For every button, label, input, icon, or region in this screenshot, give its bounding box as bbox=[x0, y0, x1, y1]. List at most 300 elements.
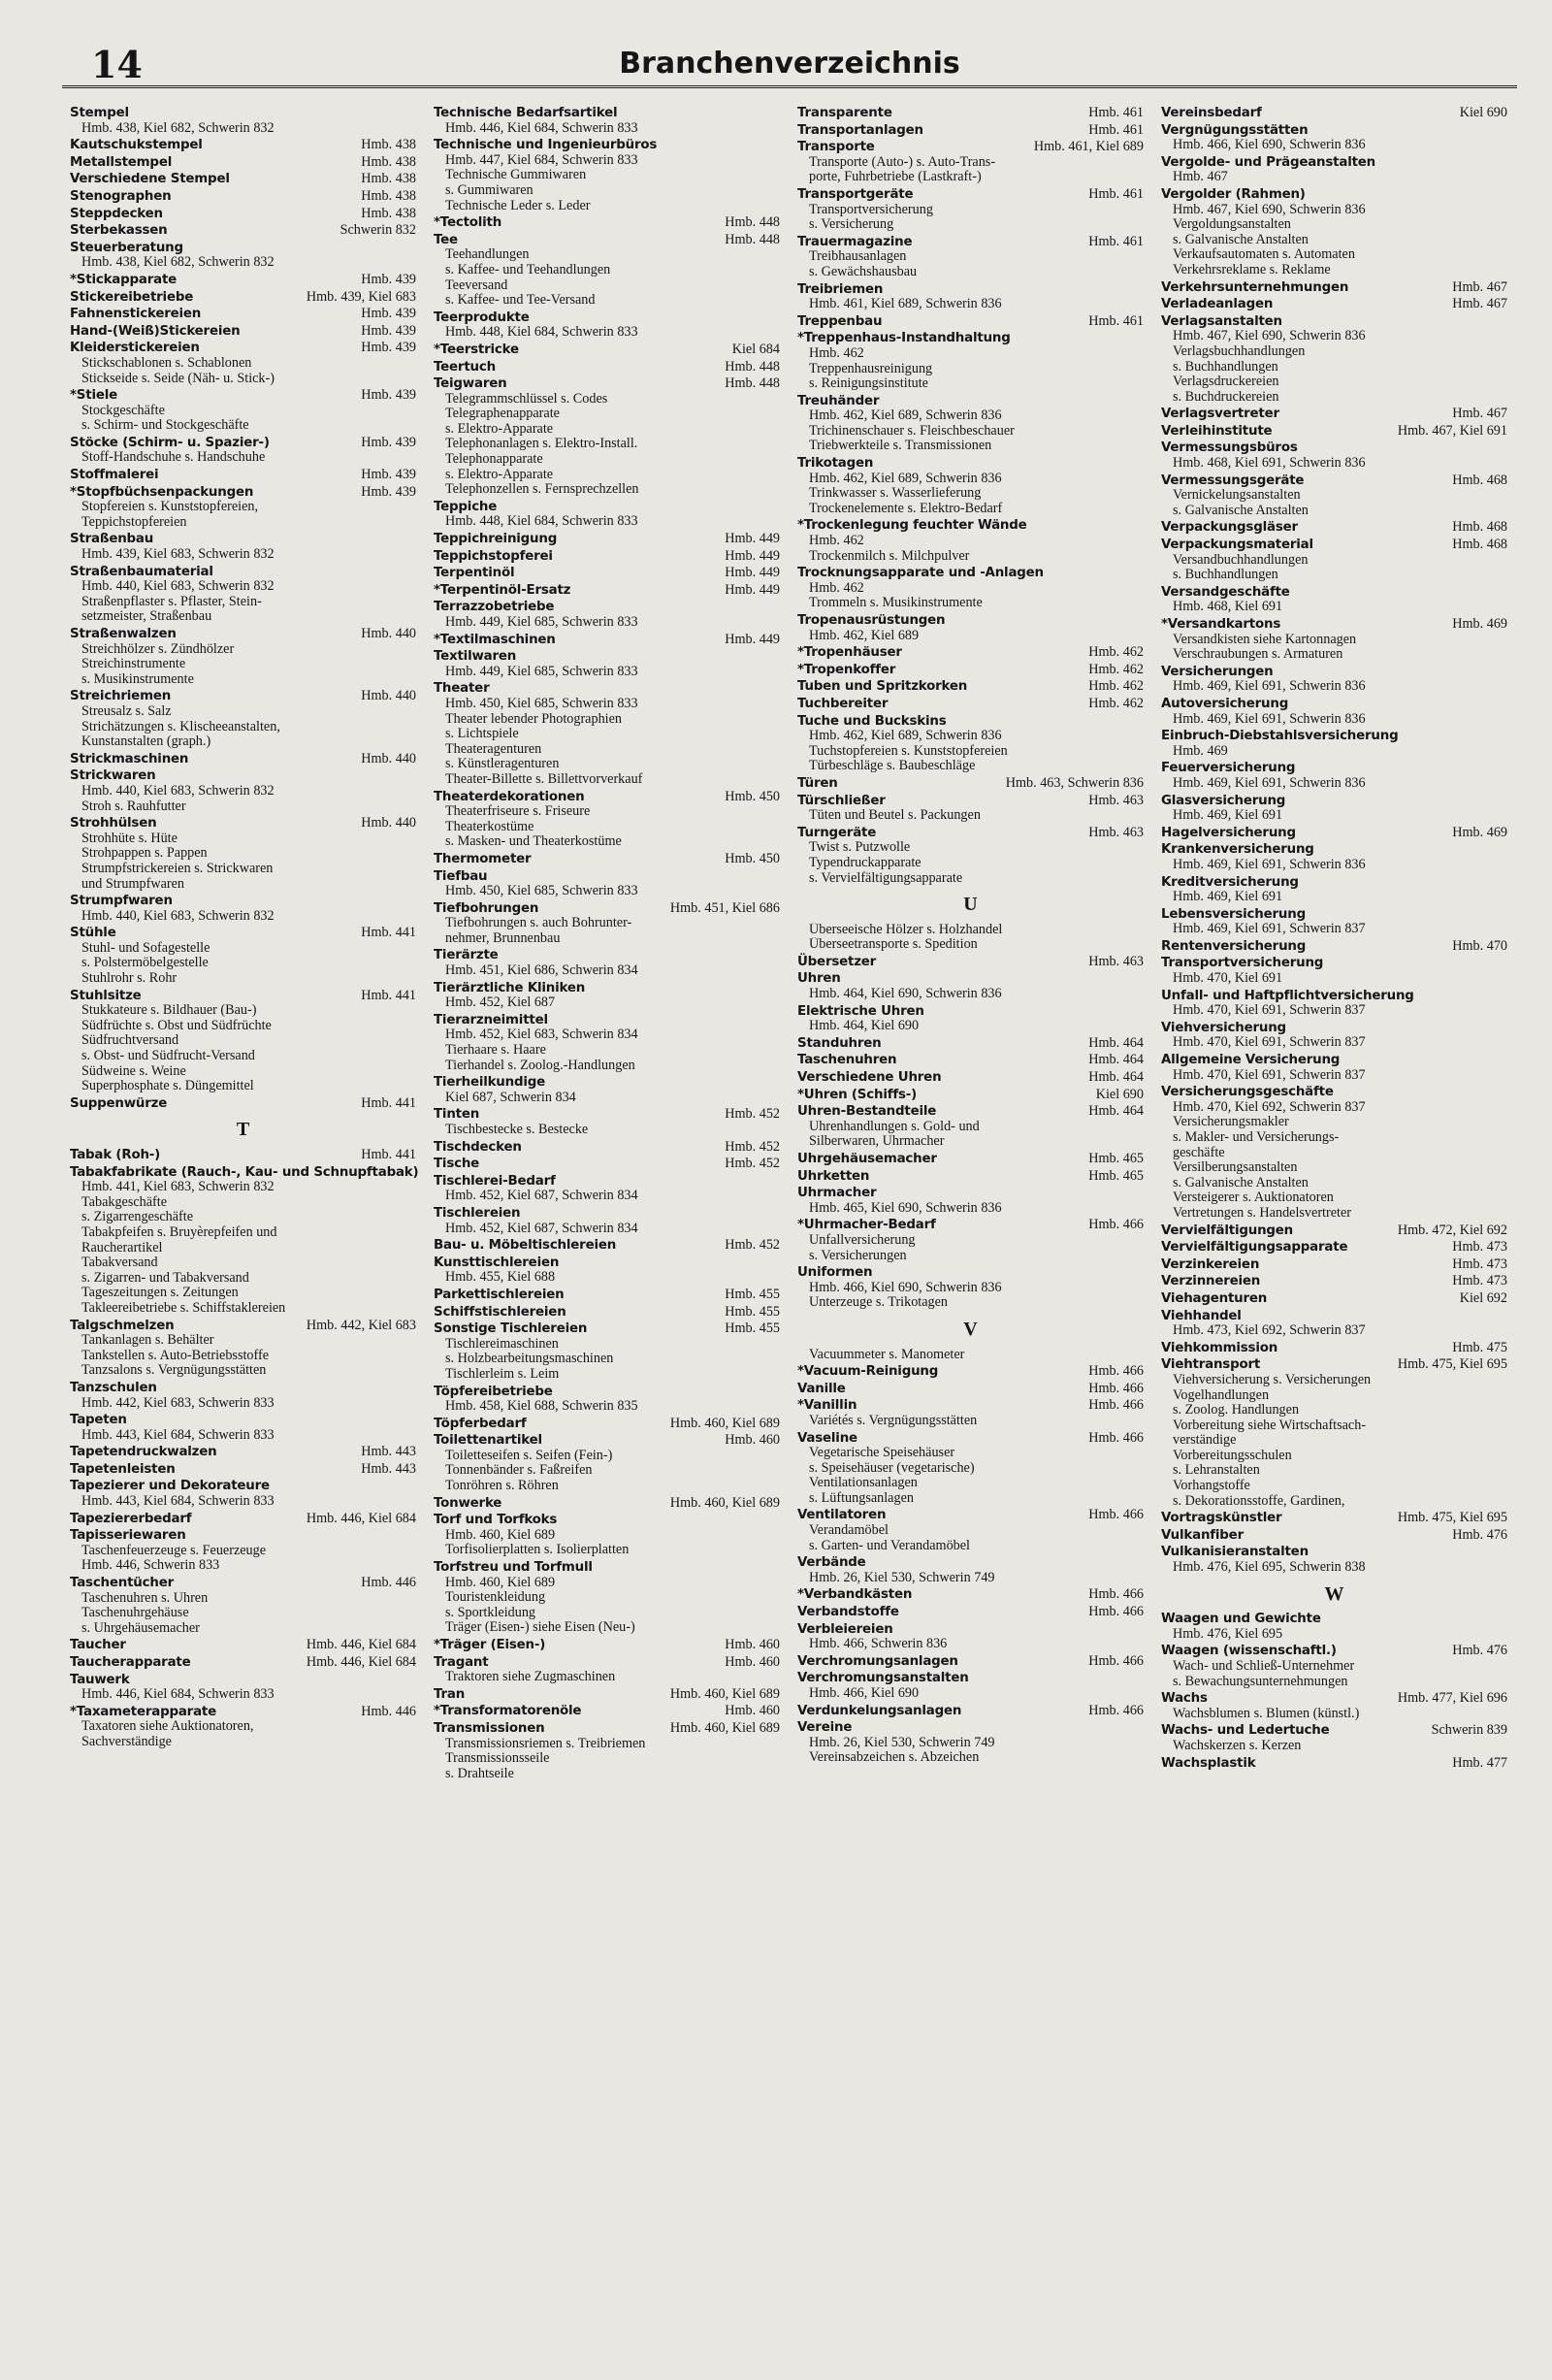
column-1 bbox=[62, 106, 426, 2357]
directory-entry bbox=[434, 1013, 780, 1073]
entry-row bbox=[434, 852, 780, 867]
entry-row bbox=[434, 790, 780, 805]
directory-entry bbox=[70, 894, 416, 924]
entry-line: Stickschablonen s. Schablonen bbox=[81, 355, 252, 371]
entry-row bbox=[434, 1013, 780, 1028]
entry-heading: Verzinnereien bbox=[1161, 1274, 1261, 1289]
entry-reference: Hmb. 461 bbox=[1088, 121, 1144, 138]
entry-reference: Hmb. 440 bbox=[361, 626, 416, 641]
entry-line: Stoff-Handschuhe s. Handschuhe bbox=[81, 450, 266, 466]
entry-reference: Hmb. 467, Kiel 691 bbox=[1397, 422, 1507, 439]
entry-reference: Hmb. 461 bbox=[1088, 185, 1144, 202]
entry-reference: Schwerin 839 bbox=[1431, 1722, 1507, 1739]
directory-entry bbox=[434, 1417, 780, 1432]
entry-row bbox=[434, 1140, 780, 1156]
entry-heading: Strumpfwaren bbox=[70, 894, 173, 909]
entry-heading: Transportgeräte bbox=[797, 186, 914, 202]
directory-entry bbox=[1161, 617, 1507, 663]
entry-line: Hmb. 462 bbox=[809, 580, 864, 596]
directory-entry bbox=[797, 1587, 1144, 1603]
entry-row bbox=[797, 235, 1144, 250]
entry-line: s. Garten- und Verandamöbel bbox=[809, 1538, 970, 1553]
entry-row bbox=[70, 1673, 416, 1688]
entry-line: Hmb. 462, Kiel 689, Schwerin 836 bbox=[809, 471, 1002, 486]
entry-row bbox=[1161, 1274, 1507, 1289]
entry-line: Hmb. 452, Kiel 687, Schwerin 834 bbox=[445, 1189, 638, 1204]
entry-line: Hmb. 450, Kiel 685, Schwerin 833 bbox=[445, 884, 638, 899]
entry-heading: Allgemeine Versicherung bbox=[1161, 1053, 1341, 1068]
entry-heading: Kleiderstickereien bbox=[70, 341, 200, 356]
directory-entry bbox=[797, 123, 1144, 139]
directory-entry bbox=[434, 1255, 780, 1286]
entry-row bbox=[70, 155, 416, 171]
directory-entry bbox=[70, 1576, 416, 1636]
directory-entry bbox=[1161, 842, 1507, 872]
directory-entry bbox=[1161, 187, 1507, 278]
entry-row bbox=[1161, 123, 1507, 139]
entry-row bbox=[1161, 520, 1507, 536]
entry-line: Versandkisten siehe Kartonnagen bbox=[1173, 632, 1357, 647]
entry-line: Hmb. 448, Kiel 684, Schwerin 833 bbox=[445, 514, 638, 530]
directory-entry bbox=[434, 901, 780, 947]
entry-line: Variétés s. Vergnügungsstätten bbox=[809, 1413, 978, 1428]
entry-row bbox=[1161, 1085, 1507, 1100]
directory-entry bbox=[797, 1508, 1144, 1553]
entry-line: Telephonanlagen s. Elektro-Install. bbox=[445, 437, 638, 452]
entry-heading: Theaterdekorationen bbox=[434, 789, 585, 804]
directory-entry bbox=[70, 565, 416, 625]
entry-reference: Hmb. 466 bbox=[1088, 1429, 1144, 1446]
entry-line: Hmb. 455, Kiel 688 bbox=[445, 1270, 556, 1286]
entry-line: Hmb. 476, Kiel 695 bbox=[1173, 1626, 1283, 1642]
entry-line: Hmb. 442, Kiel 683, Schwerin 833 bbox=[81, 1395, 275, 1411]
directory-entry bbox=[1161, 1511, 1507, 1526]
entry-reference: Hmb. 439, Kiel 683 bbox=[306, 288, 416, 305]
entry-reference: Hmb. 439 bbox=[361, 483, 416, 500]
entry-row bbox=[1161, 106, 1507, 121]
entry-reference: Hmb. 438 bbox=[361, 187, 416, 204]
entry-reference: Hmb. 466 bbox=[1088, 1507, 1144, 1523]
entry-line: Trockenmilch s. Milchpulver bbox=[809, 548, 970, 564]
directory-entry bbox=[797, 235, 1144, 280]
entry-row bbox=[797, 123, 1144, 139]
directory-entry bbox=[1161, 585, 1507, 615]
page-title: Branchenverzeichnis bbox=[619, 47, 960, 81]
entry-line: Vegetarische Speisehäuser bbox=[809, 1446, 955, 1461]
entry-line: s. Makler- und Versicherungs- bbox=[1173, 1130, 1340, 1145]
directory-entry bbox=[434, 1687, 780, 1703]
entry-heading: *Tropenhäuser bbox=[797, 645, 902, 661]
entry-line: Hmb. 460, Kiel 689 bbox=[445, 1527, 556, 1543]
entry-heading: Toilettenartikel bbox=[434, 1433, 542, 1449]
entry-line: Versicherungsmakler bbox=[1173, 1115, 1289, 1130]
entry-line: s. Reinigungsinstitute bbox=[809, 376, 928, 392]
entry-row bbox=[1161, 1223, 1507, 1239]
entry-reference: Hmb. 466 bbox=[1088, 1652, 1144, 1669]
entry-heading: Tapetenleisten bbox=[70, 1461, 176, 1477]
entry-line: Trockenelemente s. Elektro-Bedarf bbox=[809, 501, 1003, 516]
entry-reference: Hmb. 466 bbox=[1088, 1380, 1144, 1396]
entry-row bbox=[434, 1385, 780, 1400]
entry-row bbox=[1161, 407, 1507, 422]
entry-row bbox=[797, 1622, 1144, 1638]
entry-heading: Vanille bbox=[797, 1381, 846, 1396]
directory-entry bbox=[434, 532, 780, 547]
entry-heading: Uhrgehäusemacher bbox=[797, 1152, 937, 1166]
entry-row bbox=[70, 752, 416, 767]
entry-line: Vacuummeter s. Manometer bbox=[809, 1347, 965, 1362]
directory-entry bbox=[797, 1431, 1144, 1507]
entry-row bbox=[434, 1288, 780, 1303]
entry-heading: Tiefbau bbox=[434, 868, 488, 884]
entry-heading: Tapezierer und Dekorateure bbox=[70, 1479, 270, 1494]
entry-row bbox=[434, 1174, 780, 1190]
entry-line: s. Elektro-Apparate bbox=[445, 421, 554, 437]
entry-reference: Hmb. 452 bbox=[725, 1156, 780, 1172]
entry-heading: Parkettischlereien bbox=[434, 1287, 565, 1302]
section-letter: V bbox=[963, 1318, 978, 1340]
entry-line: Toiletteseifen s. Seifen (Fein-) bbox=[445, 1448, 613, 1463]
entry-heading: Krankenversicherung bbox=[1161, 842, 1314, 858]
entry-reference: Hmb. 443 bbox=[361, 1460, 416, 1477]
entry-line: s. Versicherung bbox=[809, 217, 894, 233]
entry-heading: Tapeziererbedarf bbox=[70, 1511, 192, 1526]
entry-line: Hmb. 469, Kiel 691, Schwerin 837 bbox=[1173, 922, 1366, 937]
entry-reference: Hmb. 441 bbox=[361, 1147, 416, 1162]
entry-line: Strumpfstrickereien s. Strickwaren bbox=[81, 861, 274, 876]
entry-row bbox=[1161, 440, 1507, 456]
entry-row bbox=[1161, 1257, 1507, 1273]
entry-row bbox=[70, 1655, 416, 1671]
entry-heading: Versicherungsgeschäfte bbox=[1161, 1085, 1334, 1100]
directory-entry bbox=[797, 1654, 1144, 1670]
entry-line: Versandbuchhandlungen bbox=[1173, 552, 1309, 568]
entry-row bbox=[70, 341, 416, 356]
entry-row bbox=[434, 1560, 780, 1576]
entry-heading: Vergolder (Rahmen) bbox=[1161, 186, 1306, 202]
entry-heading: Stenographen bbox=[70, 188, 172, 204]
directory-entry bbox=[434, 852, 780, 867]
directory-entry bbox=[797, 955, 1144, 970]
entry-reference: Hmb. 477, Kiel 696 bbox=[1397, 1690, 1507, 1707]
directory-entry bbox=[434, 1433, 780, 1493]
entry-row bbox=[434, 1255, 780, 1271]
entry-reference: Hmb. 446, Kiel 684 bbox=[306, 1637, 416, 1653]
entry-reference: Kiel 690 bbox=[1095, 1086, 1144, 1102]
entry-line: Vertretungen s. Handelsvertreter bbox=[1173, 1205, 1351, 1221]
entry-line: Hmb. 447, Kiel 684, Schwerin 833 bbox=[445, 152, 638, 168]
entry-row bbox=[1161, 907, 1507, 923]
entry-row bbox=[434, 360, 780, 375]
entry-row bbox=[70, 565, 416, 580]
directory-entry bbox=[70, 1413, 416, 1443]
entry-heading: Teppichstopferei bbox=[434, 548, 553, 564]
entry-heading: Tapetendruckwalzen bbox=[70, 1445, 217, 1460]
entry-line: Trinkwasser s. Wasserlieferung bbox=[809, 486, 982, 502]
entry-row bbox=[434, 215, 780, 231]
entry-line: Technische Leder s. Leder bbox=[445, 198, 591, 213]
entry-heading: Tischdecken bbox=[434, 1139, 522, 1155]
entry-row bbox=[70, 1462, 416, 1478]
directory-entry bbox=[1161, 123, 1507, 153]
directory-entry bbox=[70, 324, 416, 340]
entry-heading: Metallstempel bbox=[70, 154, 173, 170]
directory-entry bbox=[1161, 1223, 1507, 1239]
entry-heading: Stuhlsitze bbox=[70, 988, 142, 1003]
directory-entry bbox=[797, 1169, 1144, 1185]
directory-entry bbox=[434, 1721, 780, 1781]
entry-row bbox=[434, 1107, 780, 1123]
entry-heading: Vulkanfiber bbox=[1161, 1527, 1244, 1543]
entry-reference: Hmb. 439 bbox=[361, 271, 416, 287]
entry-row bbox=[1161, 875, 1507, 891]
entry-heading: Kunsttischlereien bbox=[434, 1255, 560, 1270]
entry-reference: Hmb. 467 bbox=[1452, 296, 1507, 312]
entry-row bbox=[1161, 1291, 1507, 1307]
entry-reference: Hmb. 462 bbox=[1088, 678, 1144, 695]
entry-line: Hmb. 469 bbox=[1173, 743, 1228, 759]
entry-reference: Hmb. 461, Kiel 689 bbox=[1033, 139, 1144, 155]
directory-entry bbox=[1161, 1691, 1507, 1721]
directory-entry bbox=[434, 376, 780, 498]
entry-row bbox=[1161, 155, 1507, 171]
entry-line: Stickseide s. Seide (Näh- u. Stick-) bbox=[81, 371, 275, 386]
entry-row bbox=[797, 679, 1144, 695]
entry-row bbox=[1161, 538, 1507, 553]
entry-reference: Hmb. 462 bbox=[1088, 644, 1144, 661]
entry-heading: Verkehrsunternehmungen bbox=[1161, 279, 1349, 295]
entry-line: Hmb. 440, Kiel 683, Schwerin 832 bbox=[81, 579, 275, 595]
directory-entry bbox=[434, 360, 780, 375]
entry-line: Superphosphate s. Düngemittel bbox=[81, 1079, 254, 1094]
entry-reference: Hmb. 448 bbox=[725, 375, 780, 392]
entry-row bbox=[797, 518, 1144, 534]
entry-line: Unterzeuge s. Trikotagen bbox=[809, 1295, 949, 1311]
entry-reference: Kiel 684 bbox=[731, 341, 780, 357]
entry-row bbox=[1161, 1341, 1507, 1356]
entry-reference: Hmb. 467 bbox=[1452, 278, 1507, 295]
entry-line: Strichätzungen s. Klischeeanstalten, bbox=[81, 719, 280, 734]
entry-heading: Versicherungen bbox=[1161, 664, 1274, 679]
entry-reference: Hmb. 475, Kiel 695 bbox=[1397, 1356, 1507, 1373]
entry-row bbox=[1161, 473, 1507, 489]
entry-line: Hmb. 452, Kiel 687, Schwerin 834 bbox=[445, 1221, 638, 1236]
entry-heading: Torf und Torfkoks bbox=[434, 1513, 558, 1528]
directory-entry bbox=[434, 1157, 780, 1172]
entry-line: s. Bewachungsunternehmungen bbox=[1173, 1674, 1348, 1689]
entry-row bbox=[1161, 297, 1507, 312]
entry-reference: Hmb. 455 bbox=[725, 1286, 780, 1302]
entry-line: Tanzsalons s. Vergnügungsstätten bbox=[81, 1363, 267, 1379]
entry-reference: Hmb. 438 bbox=[361, 205, 416, 221]
entry-reference: Hmb. 467 bbox=[1452, 406, 1507, 422]
directory-entry bbox=[434, 1704, 780, 1719]
directory-entry bbox=[70, 388, 416, 434]
entry-row bbox=[70, 1148, 416, 1163]
entry-reference: Hmb. 475, Kiel 695 bbox=[1397, 1510, 1507, 1526]
entry-row bbox=[797, 1720, 1144, 1736]
entry-reference: Hmb. 460 bbox=[725, 1637, 780, 1652]
entry-line: Verlagsdruckereien bbox=[1173, 375, 1279, 390]
entry-row bbox=[797, 1605, 1144, 1620]
entry-line: Sachverständige bbox=[81, 1734, 172, 1749]
directory-entry bbox=[1161, 280, 1507, 296]
entry-heading: Uhrketten bbox=[797, 1168, 870, 1184]
entry-line: Hmb. 470, Kiel 691, Schwerin 837 bbox=[1173, 1035, 1366, 1051]
directory-entry bbox=[1161, 939, 1507, 955]
entry-line: Hmb. 465, Kiel 690, Schwerin 836 bbox=[809, 1200, 1002, 1216]
entry-heading: Türen bbox=[797, 775, 838, 791]
entry-row bbox=[434, 500, 780, 515]
directory-entry bbox=[434, 1321, 780, 1382]
directory-entry bbox=[797, 794, 1144, 824]
entry-line: Hmb. 439, Kiel 683, Schwerin 832 bbox=[81, 547, 275, 563]
entry-heading: Fahnenstickereien bbox=[70, 307, 202, 322]
entry-reference: Hmb. 460 bbox=[725, 1653, 780, 1670]
entry-reference: Hmb. 450 bbox=[725, 788, 780, 804]
entry-heading: Wachsplastik bbox=[1161, 1755, 1256, 1771]
entry-row bbox=[434, 1687, 780, 1703]
entry-reference: Hmb. 460, Kiel 689 bbox=[669, 1494, 780, 1511]
entry-row bbox=[434, 681, 780, 697]
entry-heading: Trauermagazine bbox=[797, 234, 913, 249]
entry-row bbox=[434, 1157, 780, 1172]
directory-entry bbox=[1161, 1756, 1507, 1772]
directory-entry bbox=[434, 600, 780, 630]
directory-entry bbox=[797, 1555, 1144, 1585]
directory-entry bbox=[797, 1070, 1144, 1086]
entry-line: Tabakversand bbox=[81, 1255, 158, 1271]
directory-entry bbox=[1161, 761, 1507, 791]
entry-row bbox=[70, 172, 416, 187]
entry-row bbox=[1161, 424, 1507, 440]
entry-line: Hmb. 469, Kiel 691, Schwerin 836 bbox=[1173, 857, 1366, 872]
entry-row bbox=[70, 1638, 416, 1653]
entry-heading: Technische Bedarfsartikel bbox=[434, 106, 618, 120]
directory-entry bbox=[1161, 407, 1507, 422]
entry-row bbox=[797, 1508, 1144, 1523]
entry-row bbox=[1161, 617, 1507, 633]
entry-heading: Taucherapparate bbox=[70, 1655, 191, 1670]
entry-line: Stukkateure s. Bildhauer (Bau-) bbox=[81, 1003, 257, 1019]
entry-line: Verkehrsreklame s. Reklame bbox=[1173, 262, 1331, 277]
entry-heading: Strohhülsen bbox=[70, 816, 157, 831]
entry-reference: Hmb. 452 bbox=[725, 1237, 780, 1254]
entry-reference: Hmb. 439 bbox=[361, 340, 416, 356]
entry-line: Kunstanstalten (graph.) bbox=[81, 734, 211, 750]
entry-line: Hmb. 464, Kiel 690, Schwerin 836 bbox=[809, 987, 1002, 1002]
directory-entry bbox=[1161, 956, 1507, 986]
directory-entry bbox=[70, 816, 416, 892]
entry-line: verständige bbox=[1173, 1433, 1237, 1449]
entry-row bbox=[797, 697, 1144, 712]
directory-entry bbox=[797, 1265, 1144, 1311]
entry-heading: Verzinkereien bbox=[1161, 1256, 1260, 1272]
entry-row bbox=[797, 187, 1144, 203]
entry-heading: Steuerberatung bbox=[70, 240, 183, 255]
entry-heading: Tapisseriewaren bbox=[70, 1528, 186, 1544]
directory-entry bbox=[797, 1364, 1144, 1380]
entry-line: Technische Gummiwaren bbox=[445, 168, 587, 183]
entry-line: s. Masken- und Theaterkostüme bbox=[445, 834, 622, 850]
entry-line: setzmeister, Straßenbau bbox=[81, 609, 212, 625]
directory-entry bbox=[1161, 1021, 1507, 1051]
entry-heading: Verlagsvertreter bbox=[1161, 407, 1279, 422]
directory-entry bbox=[70, 290, 416, 306]
entry-row bbox=[1161, 1053, 1507, 1068]
entry-row bbox=[70, 241, 416, 256]
entry-reference: Hmb. 449 bbox=[725, 531, 780, 547]
directory-entry bbox=[70, 172, 416, 187]
entry-heading: Tischlerei-Bedarf bbox=[434, 1173, 556, 1189]
directory-entry bbox=[70, 532, 416, 562]
entry-line: Versilberungsanstalten bbox=[1173, 1160, 1298, 1176]
entry-heading: Tuche und Buckskins bbox=[797, 713, 947, 729]
entry-line: Streusalz s. Salz bbox=[81, 703, 172, 719]
entry-row bbox=[70, 1164, 419, 1181]
entry-row bbox=[70, 989, 416, 1004]
entry-row bbox=[1161, 826, 1507, 841]
entry-reference: Hmb. 466 bbox=[1088, 1702, 1144, 1718]
entry-line: Raucherartikel bbox=[81, 1240, 163, 1255]
entry-row bbox=[434, 233, 780, 248]
directory-entry bbox=[797, 776, 1144, 792]
entry-line: Hmb. 26, Kiel 530, Schwerin 749 bbox=[809, 1735, 995, 1750]
entry-heading: Ventilatoren bbox=[797, 1508, 887, 1523]
entry-heading: Verlagsanstalten bbox=[1161, 313, 1282, 329]
entry-line: s. Galvanische Anstalten bbox=[1173, 232, 1309, 247]
entry-row bbox=[797, 1671, 1144, 1686]
directory-entry bbox=[1161, 1612, 1507, 1642]
entry-heading: Schiffstischlereien bbox=[434, 1304, 566, 1320]
entry-reference: Hmb. 466 bbox=[1088, 1397, 1144, 1414]
entry-line: Hmb. 468, Kiel 691, Schwerin 836 bbox=[1173, 456, 1366, 472]
entry-line: Hmb. 449, Kiel 685, Schwerin 833 bbox=[445, 615, 638, 630]
entry-row bbox=[1161, 1691, 1507, 1707]
directory-entry bbox=[797, 1053, 1144, 1068]
entry-heading: Lebensversicherung bbox=[1161, 906, 1306, 922]
entry-line: Silberwaren, Uhrmacher bbox=[809, 1134, 945, 1150]
directory-entry bbox=[434, 500, 780, 530]
entry-line: s. Galvanische Anstalten bbox=[1173, 503, 1309, 518]
directory-entry bbox=[797, 106, 1144, 121]
entry-reference: Hmb. 460 bbox=[725, 1703, 780, 1719]
entry-heading: Transporte bbox=[797, 140, 875, 155]
entry-line: Hmb. 441, Kiel 683, Schwerin 832 bbox=[81, 1180, 275, 1195]
directory-entry bbox=[797, 613, 1144, 643]
entry-row bbox=[1161, 729, 1507, 744]
entry-heading: Wachs- und Ledertuche bbox=[1161, 1723, 1330, 1739]
entry-row bbox=[434, 901, 780, 917]
directory-entry bbox=[797, 697, 1144, 712]
entry-line: Hmb. 470, Kiel 691, Schwerin 837 bbox=[1173, 1003, 1366, 1019]
directory-entry bbox=[797, 1088, 1144, 1103]
directory-entry bbox=[434, 1560, 780, 1636]
entry-heading: Verleihinstitute bbox=[1161, 423, 1273, 439]
entry-reference: Hmb. 448 bbox=[725, 214, 780, 231]
entry-line: s. Sportkleidung bbox=[445, 1605, 536, 1620]
directory-entry bbox=[434, 1288, 780, 1303]
entry-line: Straßenpflaster s. Pflaster, Stein- bbox=[81, 594, 262, 609]
entry-heading: Tierärztliche Kliniken bbox=[434, 980, 586, 995]
entry-heading: Transparente bbox=[797, 106, 892, 120]
entry-line: s. Künstleragenturen bbox=[445, 757, 560, 772]
entry-row bbox=[70, 1512, 416, 1527]
entry-row bbox=[797, 1364, 1144, 1380]
entry-line: Tankanlagen s. Behälter bbox=[81, 1333, 214, 1349]
entry-heading: Tinten bbox=[434, 1107, 480, 1123]
entry-line: Hmb. 466, Kiel 690, Schwerin 836 bbox=[1173, 138, 1366, 153]
